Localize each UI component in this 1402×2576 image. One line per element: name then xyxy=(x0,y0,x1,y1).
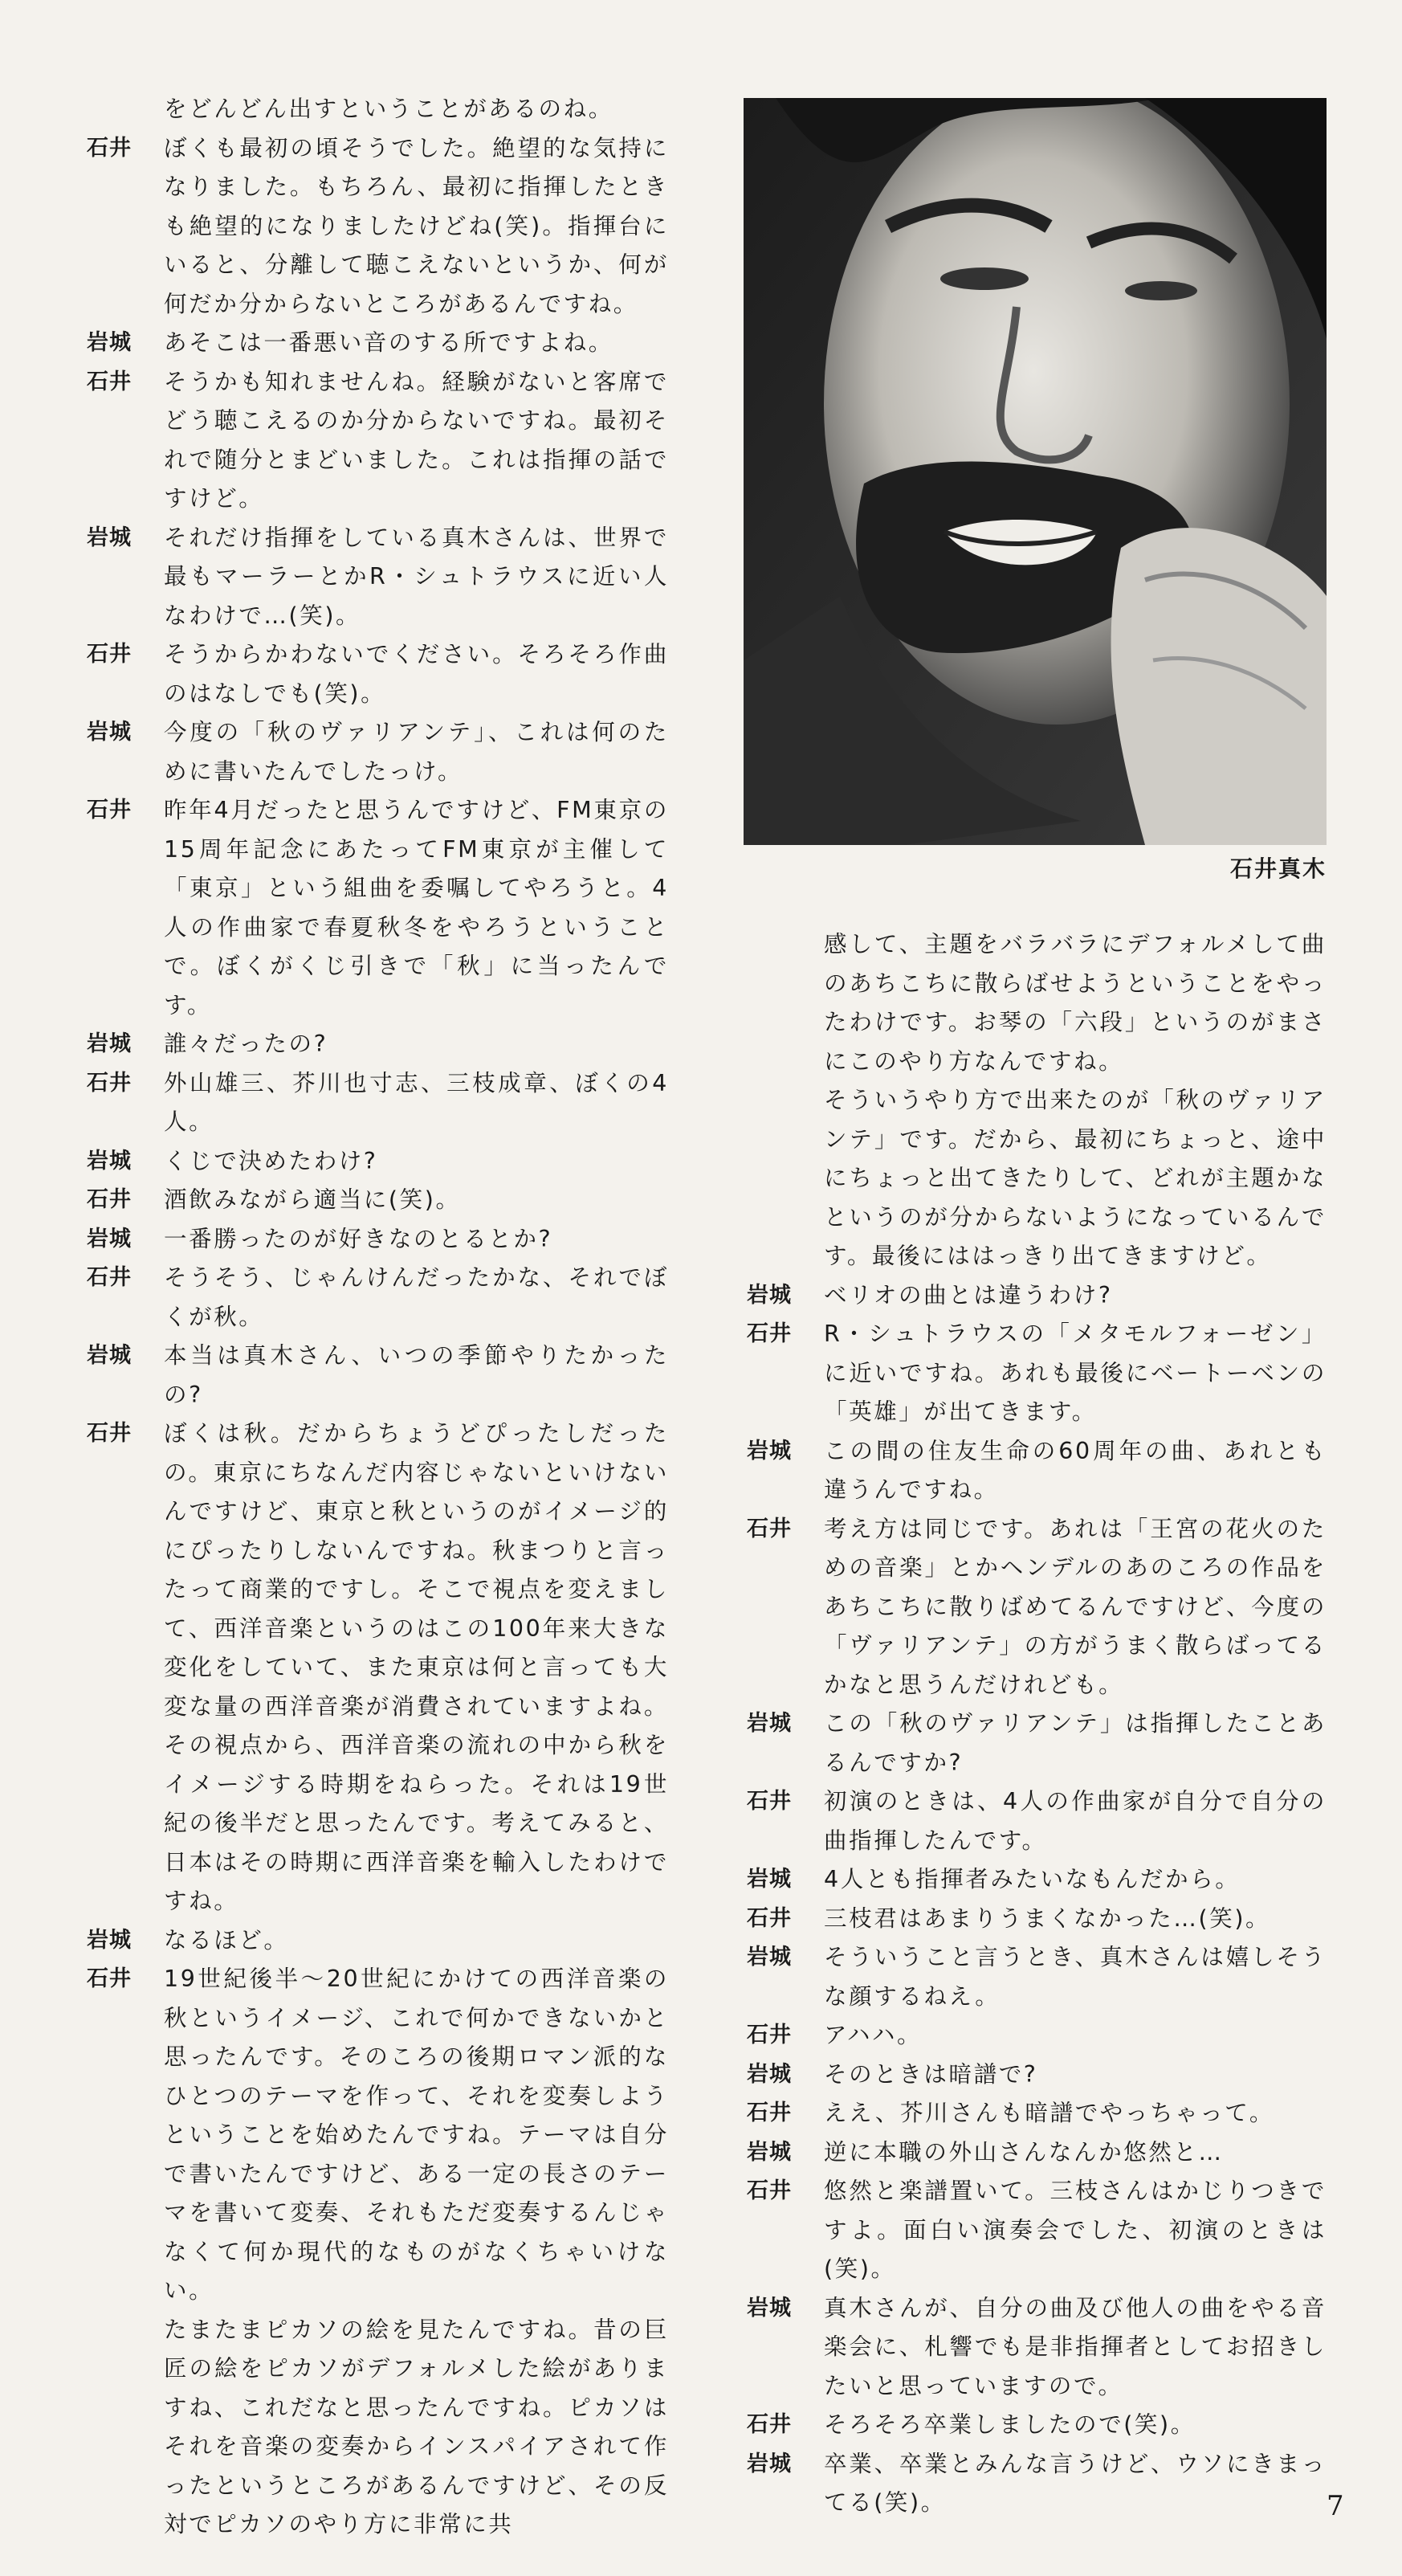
dialogue-entry xyxy=(87,791,669,1025)
dialogue-text: そういうこと言うとき、真木さんは嬉しそうな顔するねえ。 xyxy=(824,1944,1327,2010)
speaker-name: 石井 xyxy=(747,2023,792,2047)
dialogue-entry xyxy=(747,2445,1327,2523)
dialogue-entry xyxy=(747,2016,1327,2055)
dialogue-entry xyxy=(87,363,669,519)
speaker-name: 岩城 xyxy=(747,2295,792,2321)
dialogue-text: くじで決めたわけ? xyxy=(164,1147,378,1174)
dialogue-entry xyxy=(747,1938,1327,2016)
speaker-name: 岩城 xyxy=(87,1927,132,1953)
speaker-name: 石井 xyxy=(87,1421,132,1446)
speaker-name: 石井 xyxy=(747,2412,792,2437)
dialogue-text: この間の住友生命の60周年の曲、あれとも違うんですね。 xyxy=(824,1437,1327,1503)
page-number: 7 xyxy=(1327,2490,1344,2522)
dialogue-entry xyxy=(87,1259,669,1337)
dialogue-entry xyxy=(747,1315,1327,1432)
dialogue-entry xyxy=(747,1704,1327,1782)
dialogue-text: 4人とも指揮者みたいなもんだから。 xyxy=(824,1866,1241,1892)
dialogue-text: 三枝君はあまりうまくなかった…(笑)。 xyxy=(824,1904,1271,1932)
speaker-name: 石井 xyxy=(87,642,132,667)
dialogue-text: たまたまピカソの絵を見たんですね。昔の巨匠の絵をピカソがデフォルメした絵がありますね、これだなと思ったんですね。ピカソはそれを音楽の変奏からインスパイアされて作ったというところがあるんですけど、その反対でピカソのやり方に非常に共 xyxy=(164,2316,669,2537)
dialogue-entry xyxy=(87,1960,669,2311)
dialogue-entry xyxy=(87,2311,669,2545)
speaker-name: 石井 xyxy=(87,1187,132,1212)
dialogue-entry xyxy=(87,1025,669,1064)
speaker-name: 岩城 xyxy=(747,2451,792,2476)
speaker-name: 岩城 xyxy=(87,1148,132,1174)
dialogue-entry xyxy=(747,1276,1327,1316)
speaker-name: 岩城 xyxy=(87,330,132,355)
dialogue-text: そうそう、じゃんけんだったかな、それでぼくが秋。 xyxy=(164,1264,669,1330)
dialogue-entry xyxy=(87,1181,669,1220)
speaker-name: 岩城 xyxy=(747,1711,792,1736)
dialogue-entry xyxy=(747,2055,1327,2095)
dialogue-text: をどんどん出すということがあるのね。 xyxy=(164,96,613,122)
speaker-name: 石井 xyxy=(87,798,132,823)
speaker-name: 石井 xyxy=(747,1516,792,1541)
dialogue-text: ベリオの曲とは違うわけ? xyxy=(824,1281,1113,1308)
speaker-name: 石井 xyxy=(87,1966,132,1991)
dialogue-text: そうかも知れませんね。経験がないと客席でどう聴こえるのか分からないですね。最初それで随分とまどいました。これは指揮の話ですけど。 xyxy=(164,368,669,512)
dialogue-text: そのときは暗譜で? xyxy=(824,2060,1038,2088)
dialogue-text: 誰々だったの? xyxy=(164,1031,328,1057)
dialogue-text: なるほど。 xyxy=(164,1926,289,1953)
dialogue-entry xyxy=(747,1900,1327,1939)
dialogue-text: 逆に本職の外山さんなんか悠然と… xyxy=(824,2138,1224,2166)
dialogue-text: あそこは一番悪い音のする所ですよね。 xyxy=(164,329,613,356)
dialogue-entry xyxy=(747,1081,1327,1276)
dialogue-entry xyxy=(747,925,1327,1081)
dialogue-entry xyxy=(87,519,669,636)
dialogue-text: それだけ指揮をしている真木さんは、世界で最もマーラーとかR・シュトラウスに近い人なわけで…(笑)。 xyxy=(164,524,669,629)
speaker-name: 岩城 xyxy=(87,720,132,745)
speaker-name: 石井 xyxy=(87,135,132,161)
dialogue-text: アハハ。 xyxy=(824,2022,923,2048)
speaker-name: 岩城 xyxy=(747,2139,792,2165)
speaker-name: 岩城 xyxy=(747,1282,792,1308)
dialogue-text: ぼくも最初の頃そうでした。絶望的な気持になりました。もちろん、最初に指揮したときも絶望的になりましたけどね(笑)。指揮台にいると、分離して聴こえないというか、何が何だか分からないところがあるんですね。 xyxy=(164,134,669,317)
dialogue-text: 本当は真木さん、いつの季節やりたかったの? xyxy=(164,1342,669,1408)
dialogue-entry xyxy=(747,2406,1327,2445)
dialogue-text: そういうやり方で出来たのが「秋のヴァリアンテ」です。だから、最初にちょっと、途中にちょっと出てきたりして、どれが主題かなというのが分からないようになっているんです。最後にははっきり出てきますけど。 xyxy=(824,1087,1327,1269)
dialogue-entry xyxy=(747,2133,1327,2173)
speaker-name: 石井 xyxy=(747,1321,792,1346)
speaker-name: 石井 xyxy=(747,2100,792,2125)
dialogue-entry xyxy=(87,1921,669,1961)
dialogue-text: 19世紀後半〜20世紀にかけての西洋音楽の秋というイメージ、これで何かできないかと思ったんです。そのころの後期ロマン派的なひとつのテーマを作って、それを変奏しようということを始めたんですね。テーマは自分で書いたんですけど、ある一定の長さのテーマを書いて変奏、それもただ変奏するんじゃなくて何か現代的なものがなくちゃいけない。 xyxy=(164,1966,669,2304)
speaker-name: 岩城 xyxy=(747,1945,792,1970)
dialogue-text: そうからかわないでください。そろそろ作曲のはなしでも(笑)。 xyxy=(164,641,669,707)
speaker-name: 岩城 xyxy=(747,2061,792,2087)
speaker-name: 岩城 xyxy=(87,525,132,550)
dialogue-entry xyxy=(87,90,669,129)
dialogue-entry xyxy=(747,1432,1327,1510)
dialogue-text: ええ、芥川さんも暗譜でやっちゃって。 xyxy=(824,2100,1274,2126)
dialogue-entry xyxy=(87,1142,669,1182)
speaker-name: 石井 xyxy=(87,1265,132,1290)
dialogue-entry xyxy=(747,2094,1327,2133)
speaker-name: 石井 xyxy=(87,1070,132,1096)
dialogue-entry xyxy=(747,2172,1327,2289)
dialogue-entry xyxy=(747,1510,1327,1705)
portrait-image xyxy=(744,98,1327,845)
dialogue-text: 今度の「秋のヴァリアンテ」、これは何のために書いたんでしたっけ。 xyxy=(164,719,669,785)
dialogue-entry xyxy=(87,129,669,325)
dialogue-text: そろそろ卒業しましたので(笑)。 xyxy=(824,2411,1196,2438)
speaker-name: 岩城 xyxy=(87,1031,132,1056)
left-column xyxy=(87,90,669,2545)
dialogue-text: 卒業、卒業とみんな言うけど、ウソにきまってる(笑)。 xyxy=(824,2450,1327,2516)
dialogue-text: 考え方は同じです。あれは「王宮の花火のための音楽」とかヘンデルのあのころの作品をあちこちに散りばめてるんですけど、今度の「ヴァリアンテ」の方がうまく散らばってるかなと思うんだけれども。 xyxy=(824,1515,1327,1698)
dialogue-text: 初演のときは、4人の作曲家が自分で自分の曲指揮したんです。 xyxy=(824,1788,1327,1854)
speaker-name: 石井 xyxy=(747,1905,792,1931)
dialogue-entry xyxy=(87,324,669,363)
speaker-name: 石井 xyxy=(747,1789,792,1814)
dialogue-entry xyxy=(87,1220,669,1259)
right-column xyxy=(747,925,1327,2523)
dialogue-text: ぼくは秋。だからちょうどぴったしだったの。東京にちなんだ内容じゃないといけないんですけど、東京と秋というのがイメージ的にぴったりしないんですね。秋まつりと言ったって商業的ですし。そこで視点を変えまして、西洋音楽というのはこの100年来大きな変化をしていて、また東京は何と言っても大変な量の西洋音楽が消費されていますよね。その視点から、西洋音楽の流れの中から秋をイメージする時期をねらった。それは19世紀の後半だと思ったんです。考えてみると、日本はその時期に西洋音楽を輸入したわけですね。 xyxy=(164,1420,669,1914)
speaker-name: 岩城 xyxy=(87,1343,132,1368)
dialogue-entry xyxy=(747,1782,1327,1860)
dialogue-text: 昨年4月だったと思うんですけど、FM東京の15周年記念にあたってFM東京が主催して「東京」という組曲を委嘱してやろうと。4人の作曲家で春夏秋冬をやろうということで。ぼくがくじ引きで「秋」に当ったんです。 xyxy=(164,797,669,1019)
dialogue-text: 真木さんが、自分の曲及び他人の曲をやる音楽会に、札響でも是非指揮者としてお招きしたいと思っていますので。 xyxy=(824,2294,1327,2399)
dialogue-text: 悠然と楽譜置いて。三枝さんはかじりつきですよ。面白い演奏会でした、初演のときは(笑)。 xyxy=(824,2178,1327,2282)
photo-caption: 石井真木 xyxy=(1229,855,1327,882)
dialogue-entry xyxy=(87,635,669,713)
speaker-name: 石井 xyxy=(87,369,132,394)
dialogue-entry xyxy=(747,2289,1327,2407)
dialogue-entry xyxy=(747,1860,1327,1900)
dialogue-text: 感して、主題をバラバラにデフォルメして曲のあちこちに散らばせようということをやったわけです。お琴の「六段」というのがまさにこのやり方なんですね。 xyxy=(824,931,1327,1075)
portrait-photo xyxy=(744,98,1327,845)
dialogue-text: R・シュトラウスの「メタモルフォーゼン」に近いですね。あれも最後にベートーベンの「英雄」が出てきます。 xyxy=(824,1321,1327,1425)
dialogue-text: 一番勝ったのが好きなのとるとか? xyxy=(164,1225,553,1252)
speaker-name: 岩城 xyxy=(747,1438,792,1464)
speaker-name: 岩城 xyxy=(87,1226,132,1251)
dialogue-entry xyxy=(87,1337,669,1415)
dialogue-text: この「秋のヴァリアンテ」は指揮したことあるんですか? xyxy=(824,1710,1327,1776)
speaker-name: 石井 xyxy=(747,2178,792,2203)
speaker-name: 岩城 xyxy=(747,1867,792,1892)
dialogue-text: 酒飲みながら適当に(笑)。 xyxy=(164,1186,461,1213)
dialogue-entry xyxy=(87,713,669,791)
dialogue-text: 外山雄三、芥川也寸志、三枝成章、ぼくの4人。 xyxy=(164,1069,669,1135)
dialogue-entry xyxy=(87,1064,669,1142)
dialogue-entry xyxy=(87,1415,669,1921)
